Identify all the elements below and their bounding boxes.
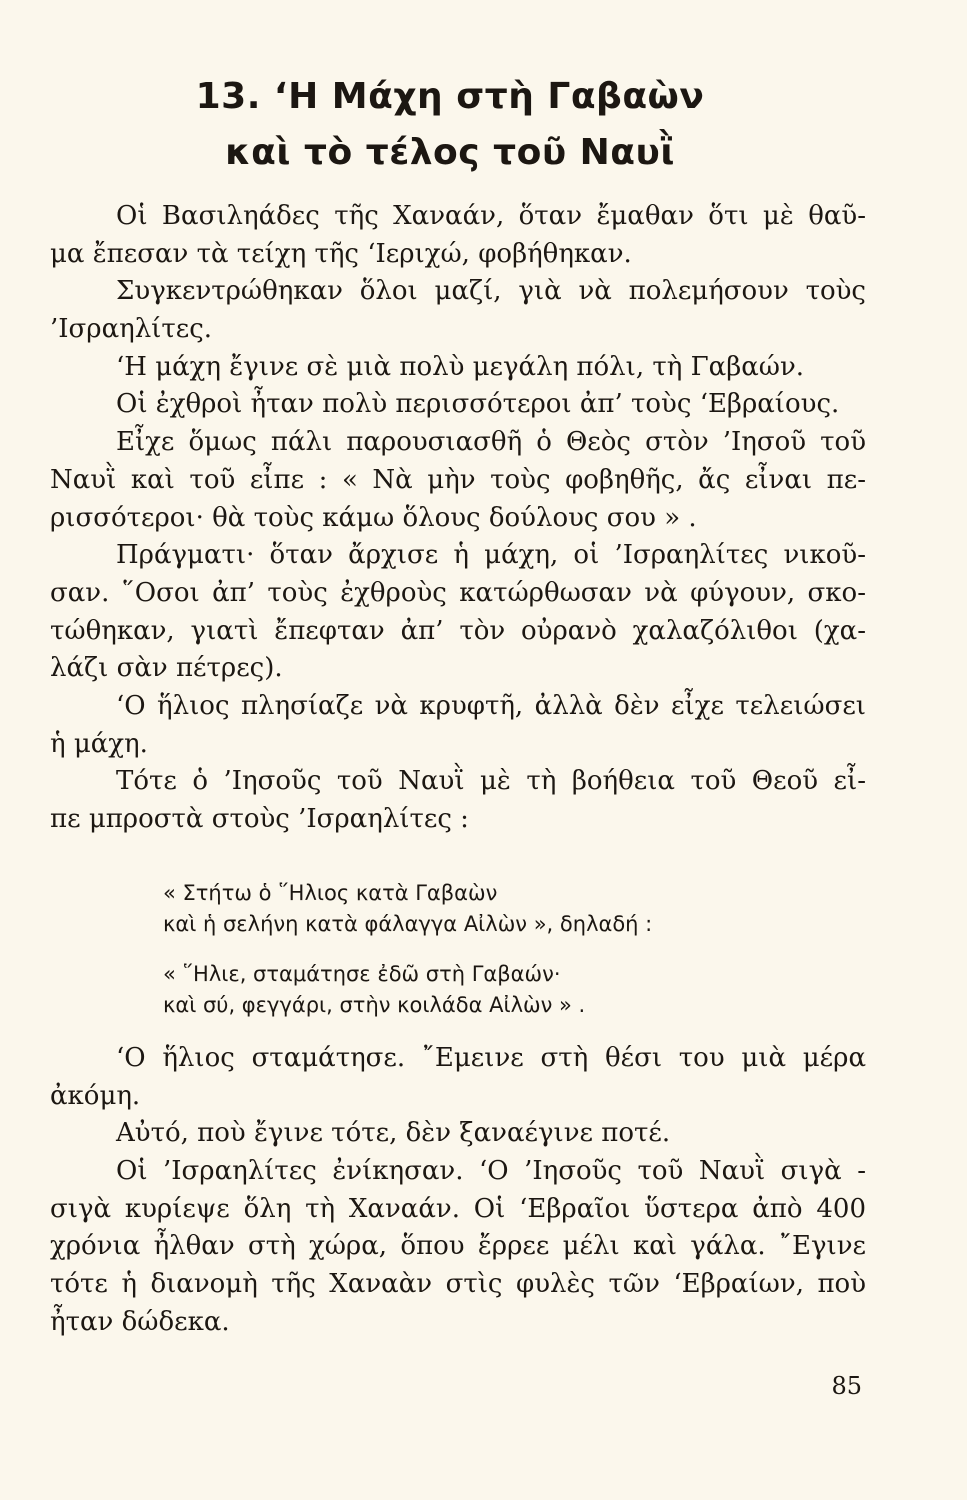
- text-line: ἡ μάχη.: [50, 728, 148, 759]
- text-line: μα ἔπεσαν τὰ τείχη τῆς ‘Ιεριχώ, φοβήθηκαν.: [50, 238, 632, 269]
- text-line: τότε ἡ διανομὴ τῆς Χαναὰν στὶς φυλὲς τῶν ‘Εβραίων, ποὺ: [50, 1269, 866, 1300]
- text-line: Συγκεντρώθηκαν ὅλοι μαζί, γιὰ νὰ πολεμήσουν τοὺς: [116, 276, 866, 307]
- text-line: Τότε ὁ ’Ιησοῦς τοῦ Ναυῒ μὲ τὴ βοήθεια τοῦ Θεοῦ εἶ-: [116, 766, 866, 797]
- closing-text: [50, 1040, 866, 1342]
- text-line: τώθηκαν, γιατὶ ἔπεφταν ἀπ’ τὸν οὐρανὸ χαλαζόλιθοι (χα-: [50, 615, 866, 646]
- verse-quote-modern: [163, 959, 803, 1021]
- verse-line: « ῞Ηλιε, σταμάτησε ἐδῶ στὴ Γαβαών·: [163, 962, 561, 986]
- text-line: Εἶχε ὅμως πάλι παρουσιασθῆ ὁ Θεὸς στὸν ’Ιησοῦ τοῦ: [116, 427, 866, 458]
- verse-quote-ancient: [163, 878, 803, 940]
- text-line: Αὐτό, ποὺ ἔγινε τότε, δὲν ξαναέγινε ποτέ.: [116, 1118, 671, 1149]
- text-line: Οἱ Βασιληάδες τῆς Χαναάν, ὅταν ἔμαθαν ὅτι μὲ θαῦ-: [116, 201, 866, 231]
- verse-line: καὶ σύ, φεγγάρι, στὴν κοιλάδα Αἰλὼν » .: [163, 993, 586, 1017]
- text-line: Ναυῒ καὶ τοῦ εἶπε : « Νὰ μὴν τοὺς φοβηθῆς, ἄς εἶναι πε-: [50, 464, 866, 495]
- main-text: [50, 198, 866, 839]
- text-line: Οἱ ἐχθροὶ ἦταν πολὺ περισσότεροι ἀπ’ τοὺς ‘Εβραίους.: [116, 389, 840, 420]
- text-line: ρισσότεροι· θὰ τοὺς κάμω ὅλους δούλους σου » .: [50, 502, 697, 533]
- chapter-title-line-2: καὶ τὸ τέλος τοῦ Ναυῒ: [225, 132, 675, 173]
- chapter-title-line-1: 13. ‘Η Μάχη στὴ Γαβαὼν: [195, 76, 705, 117]
- text-line: ἦταν δώδεκα.: [50, 1306, 230, 1337]
- verse-line: « Στήτω ὁ ῞Ηλιος κατὰ Γαβαὼν: [163, 881, 498, 905]
- text-line: λάζι σὰν πέτρες).: [50, 653, 283, 684]
- text-line: σαν. ῞Οσοι ἀπ’ τοὺς ἐχθροὺς κατώρθωσαν νὰ φύγουν, σκο-: [50, 577, 866, 608]
- text-line: σιγὰ κυρίεψε ὅλη τὴ Χαναάν. Οἱ ‘Εβραῖοι ὕστερα ἀπὸ 400: [50, 1193, 866, 1224]
- text-line: ’Ισραηλίτες.: [50, 314, 213, 345]
- text-line: Οἱ ’Ισραηλίτες ἐνίκησαν. ‘Ο ’Ιησοῦς τοῦ Ναυῒ σιγὰ -: [116, 1156, 866, 1187]
- text-line: ἀκόμη.: [50, 1080, 141, 1111]
- text-line: ‘Η μάχη ἔγινε σὲ μιὰ πολὺ μεγάλη πόλι, τὴ Γαβαών.: [116, 351, 805, 382]
- verse-line: καὶ ἡ σελήνη κατὰ φάλαγγα Αἰλὼν », δηλαδή :: [163, 912, 653, 936]
- text-line: ‘Ο ἥλιος πλησίαζε νὰ κρυφτῆ, ἀλλὰ δὲν εἶχε τελειώσει: [116, 690, 866, 721]
- text-line: ‘Ο ἥλιος σταμάτησε. ῎Εμεινε στὴ θέσι του μιὰ μέρα: [116, 1043, 866, 1073]
- text-line: πε μπροστὰ στοὺς ’Ισραηλίτες :: [50, 804, 469, 834]
- text-line: χρόνια ἦλθαν στὴ χώρα, ὅπου ἔρρεε μέλι καὶ γάλα. ῎Εγινε: [50, 1231, 866, 1262]
- text-line: Πράγματι· ὅταν ἄρχισε ἡ μάχη, οἱ ’Ισραηλίτες νικοῦ-: [116, 540, 866, 571]
- page-number: 85: [831, 1372, 862, 1400]
